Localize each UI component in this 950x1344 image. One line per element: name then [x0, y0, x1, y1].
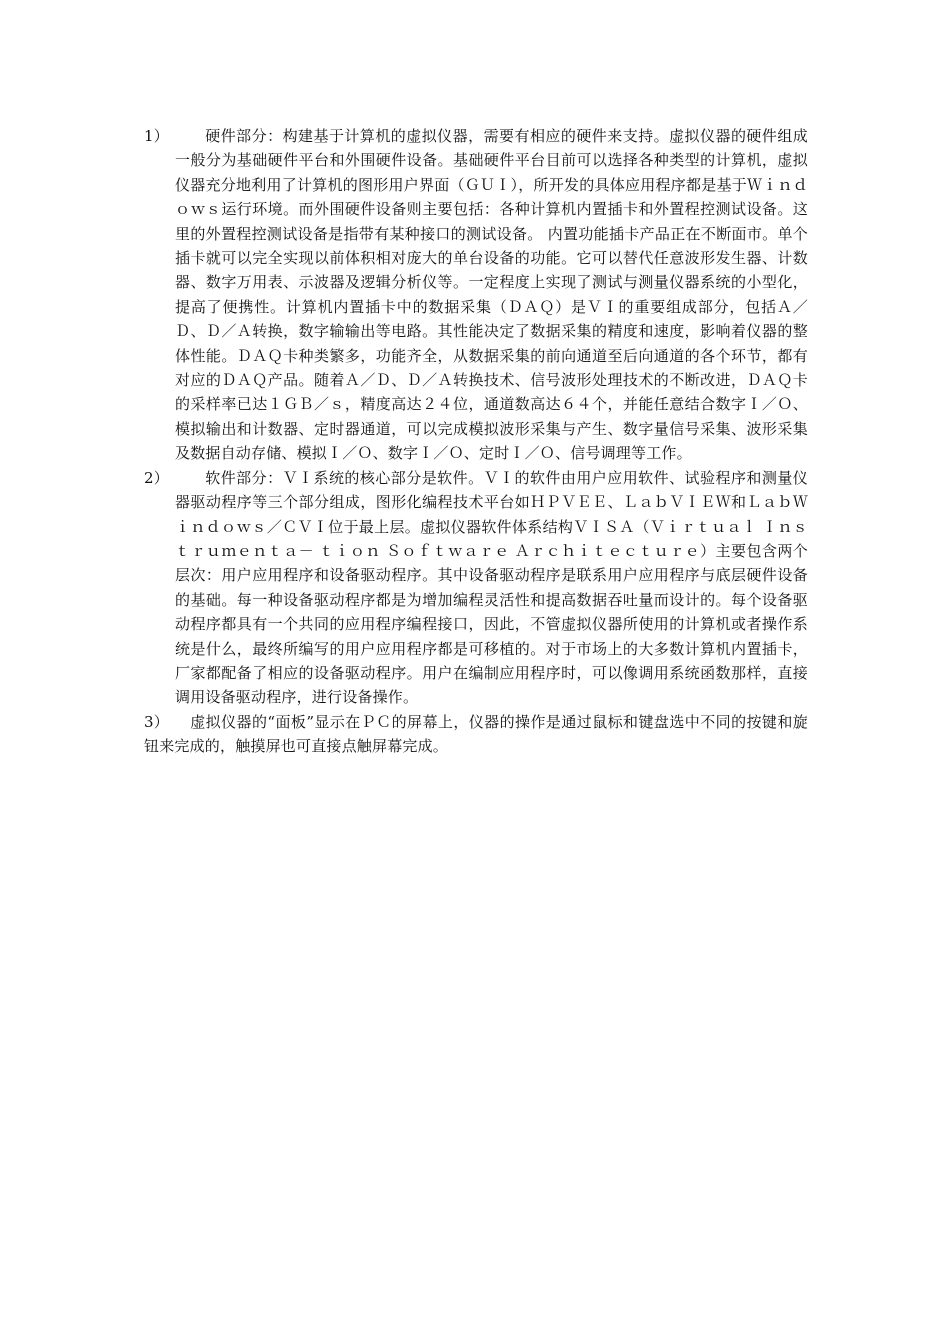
list-marker: 1） — [144, 127, 169, 145]
list-marker: 3） — [144, 712, 169, 731]
list-item-software — [144, 466, 808, 710]
list-item-hardware — [144, 124, 808, 466]
list-marker: 2） — [144, 468, 169, 487]
paragraph-text: 软件部分：ＶＩ系统的核心部分是软件。ＶＩ的软件由用户应用软件、试验程序和测量仪器驱动程序等三个部分组成，图形化编程技术平台如ＨＰＶＥＥ、ＬａｂＶＩＥＷ和ＬａｂＷｉｎｄｏｗｓ／ＣＶＩ位于最上层。虚拟仪器软件体系结构ＶＩＳＡ（Ｖｉｒｔｕａｌ Ｉｎｓｔｒｕｍｅｎｔａ－ ｔｉｏｎ Ｓｏｆｔｗａｒｅ Ａｒｃｈｉｔｅｃｔｕｒｅ）主要包含两个层次：用户应用程序和设备驱动程序。其中设备驱动程序是联系用户应用程序与底层硬件设备的基础。每一种设备驱动程序都是为增加编程灵活性和提高数据吞吐量而设计的。每个设备驱动程序都具有一个共同的应用程序编程接口，因此，不管虚拟仪器所使用的计算机或者操作系统是什么，最终所编写的用户应用程序都是可移植的。对于市场上的大多数计算机内置插卡，厂家都配备了相应的设备驱动程序。用户在编制应用程序时，可以像调用系统函数那样，直接调用设备驱动程序，进行设备操作。 — [175, 468, 808, 707]
document-body — [144, 124, 808, 759]
paragraph-text: 硬件部分：构建基于计算机的虚拟仪器，需要有相应的硬件来支持。虚拟仪器的硬件组成一般分为基础硬件平台和外围硬件设备。基础硬件平台目前可以选择各种类型的计算机，虚拟仪器充分地利用了计算机的图形用户界面（ＧＵＩ），所开发的具体应用程序都是基于Ｗｉｎｄｏｗｓ运行环境。而外围硬件设备则主要包括：各种计算机内置插卡和外置程控测试设备。这里的外置程控测试设备是指带有某种接口的测试设备。 内置功能插卡产品正在不断面市。单个插卡就可以完全实现以前体积相对庞大的单台设备的功能。它可以替代任意波形发生器、计数器、数字万用表、示波器及逻辑分析仪等。一定程度上实现了测试与测量仪器系统的小型化，提高了便携性。计算机内置插卡中的数据采集（ＤＡＱ）是ＶＩ的重要组成部分，包括Ａ／Ｄ、Ｄ／Ａ转换，数字输输出等电路。其性能决定了数据采集的精度和速度，影响着仪器的整体性能。ＤＡＱ卡种类繁多，功能齐全，从数据采集的前向通道至后向通道的各个环节，都有对应的ＤＡＱ产品。随着Ａ／Ｄ、Ｄ／Ａ转换技术、信号波形处理技术的不断改进，ＤＡＱ卡的采样率已达１ＧＢ／ｓ，精度高达２４位，通道数高达６４个，并能任意结合数字Ｉ／Ｏ、模拟输出和计数器、定时器通道，可以完成模拟波形采集与产生、数字量信号采集、波形采集及数据自动存储、模拟Ｉ／Ｏ、数字Ｉ／Ｏ、定时Ｉ／Ｏ、信号调理等工作。 — [175, 127, 808, 463]
list-item-panel — [144, 710, 808, 759]
paragraph-text: 虚拟仪器的“面板”显示在ＰＣ的屏幕上，仪器的操作是通过鼠标和键盘选中不同的按键和旋钮来完成的，触摸屏也可直接点触屏幕完成。 — [144, 712, 808, 756]
